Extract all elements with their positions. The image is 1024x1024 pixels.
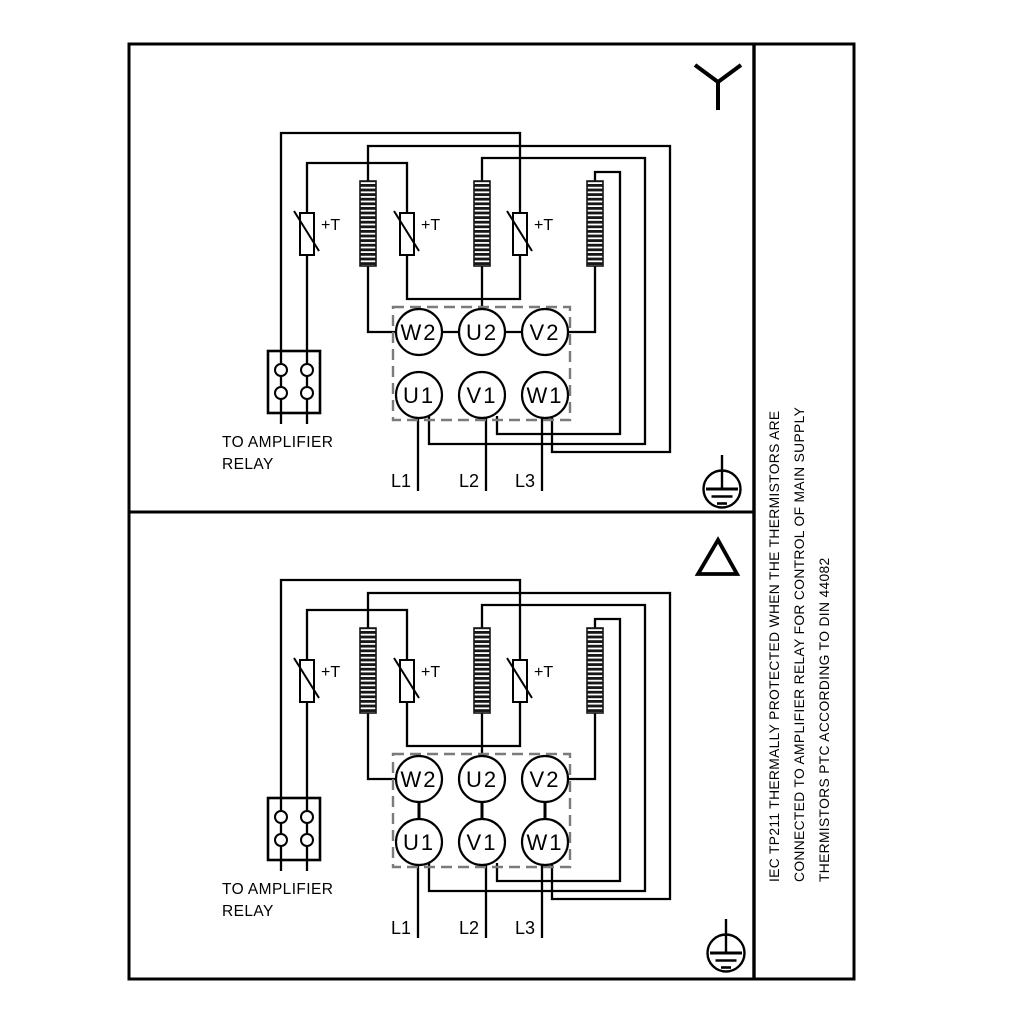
thermistor-label: +T xyxy=(321,217,341,234)
thermistor-label: +T xyxy=(421,664,441,681)
supply-line-label: L1 xyxy=(390,471,411,491)
terminal-circle xyxy=(522,372,568,418)
thermistor-label: +T xyxy=(534,217,554,234)
terminal-circle xyxy=(522,819,568,865)
star-connection-panel xyxy=(222,65,741,508)
thermistor-label: +T xyxy=(421,217,441,234)
supply-line-label: L1 xyxy=(390,918,411,938)
thermistor-symbol xyxy=(507,211,532,255)
thermistor-symbol xyxy=(394,658,419,702)
thermistor-label: +T xyxy=(321,664,341,681)
winding-coil xyxy=(474,181,490,266)
thermistor-symbol xyxy=(394,211,419,255)
terminal-label: W1 xyxy=(526,383,564,408)
terminal-circle xyxy=(459,372,505,418)
thermistor-symbol xyxy=(294,211,319,255)
terminal-label: V2 xyxy=(529,767,561,792)
side-note xyxy=(762,362,837,882)
terminal-circle xyxy=(396,309,442,355)
earth-ground-icon xyxy=(708,919,745,972)
delta-symbol xyxy=(698,540,737,574)
winding-coil xyxy=(360,628,376,713)
terminal-label: V1 xyxy=(466,383,498,408)
terminal-circle xyxy=(396,372,442,418)
supply-line-label: L2 xyxy=(458,918,479,938)
terminal-label: W2 xyxy=(400,320,438,345)
supply-line-label: L3 xyxy=(514,471,535,491)
terminal-circle xyxy=(522,756,568,802)
relay-caption-line2: RELAY xyxy=(222,903,274,920)
terminal-circle xyxy=(459,756,505,802)
winding-coil xyxy=(587,181,603,266)
relay-caption-line1: TO AMPLIFIER xyxy=(222,881,334,898)
supply-line-label: L2 xyxy=(458,471,479,491)
side-note-line: IEC TP211 THERMALLY PROTECTED WHEN THE THERMISTORS ARE xyxy=(767,410,782,882)
terminal-label: U2 xyxy=(465,767,499,792)
relay-caption-line1: TO AMPLIFIER xyxy=(222,434,334,451)
thermistor-symbol xyxy=(294,658,319,702)
terminal-label: U1 xyxy=(402,383,436,408)
side-note-line: CONNECTED TO AMPLIFIER RELAY FOR CONTROL OF MAIN SUPPLY xyxy=(792,406,807,882)
terminal-label: V1 xyxy=(466,830,498,855)
terminal-circle xyxy=(396,819,442,865)
winding-coil xyxy=(474,628,490,713)
amplifier-relay-block xyxy=(268,351,320,413)
terminal-circle xyxy=(522,309,568,355)
side-note-line: THERMISTORS PTC ACCORDING TO DIN 44082 xyxy=(817,557,832,882)
terminal-circle xyxy=(459,309,505,355)
supply-line-label: L3 xyxy=(514,918,535,938)
terminal-circle xyxy=(459,819,505,865)
terminal-label: U2 xyxy=(465,320,499,345)
amplifier-relay-block xyxy=(268,798,320,860)
thermistor-label: +T xyxy=(534,664,554,681)
thermistor-symbol xyxy=(507,658,532,702)
star-symbol xyxy=(695,65,741,110)
relay-caption-line2: RELAY xyxy=(222,456,274,473)
delta-connection-panel xyxy=(222,540,745,972)
terminal-label: V2 xyxy=(529,320,561,345)
terminal-label: U1 xyxy=(402,830,436,855)
terminal-label: W1 xyxy=(526,830,564,855)
terminal-circle xyxy=(396,756,442,802)
terminal-label: W2 xyxy=(400,767,438,792)
winding-coil xyxy=(360,181,376,266)
earth-ground-icon xyxy=(704,455,741,508)
winding-coil xyxy=(587,628,603,713)
